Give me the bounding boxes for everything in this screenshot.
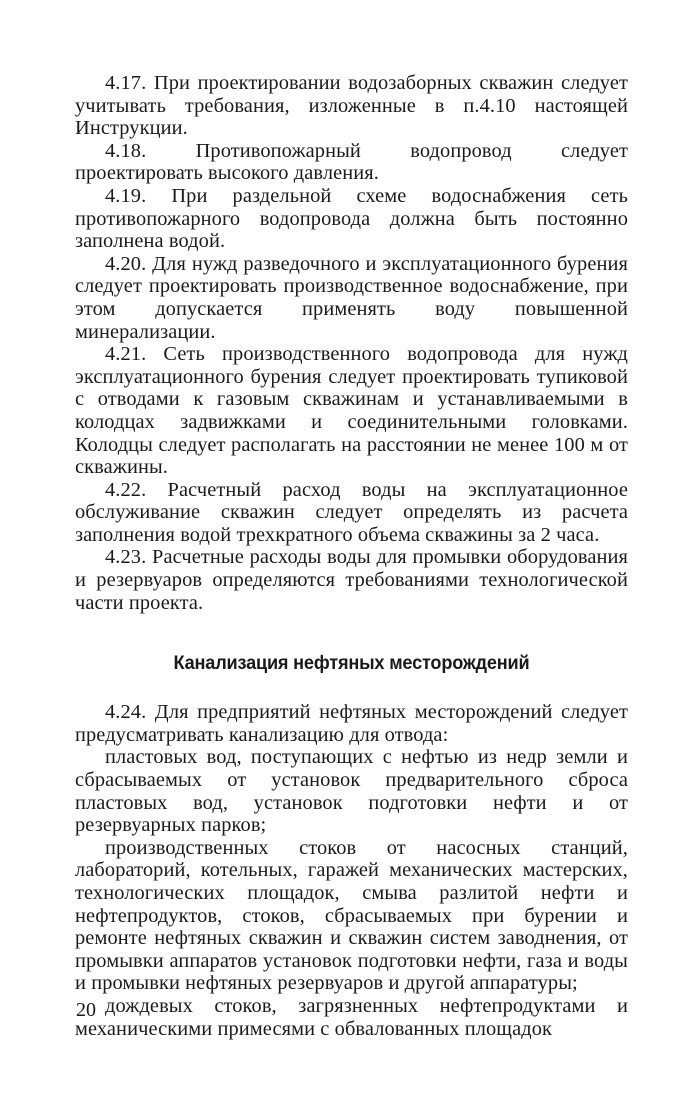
- section-heading: Канализация нефтяных месторождений: [173, 652, 530, 675]
- paragraph-4-17: 4.17. При проектировании водозаборных скважин следует учитывать требования, изложенные в п.4.10 настоящей Инструкции.: [75, 72, 628, 140]
- paragraph-4-21: 4.21. Сеть производственного водопровода для нужд эксплуатационного бурения следует проектировать тупиковой с отводами к газовым скважинам и устанавливаемыми в колодцах задвижками и соединительными головками. Колодцы следует располагать на расстоянии не менее 100 м от скважины.: [75, 343, 628, 479]
- list-item-formation-water: пластовых вод, поступающих с нефтью из недр земли и сбрасываемых от установок предварительного сброса пластовых вод, установок подготовки нефти и от резервуарных парков;: [75, 746, 628, 837]
- paragraph-4-19: 4.19. При раздельной схеме водоснабжения сеть противопожарного водопровода должна быть постоянно заполнена водой.: [75, 184, 628, 253]
- list-item-industrial-effluent: производственных стоков от насосных станций, лабораторий, котельных, гаражей механических мастерских, технологических площадок, смыва разлитой нефти и нефтепродуктов, стоков, сбрасываемых при бурении и ремонте нефтяных скважин и скважин систем заводнения, от промывки аппаратов установок подготовки нефти, газа и воды и промывки нефтяных резервуаров и другой аппаратуры;: [75, 836, 628, 995]
- page-number: 20: [76, 999, 96, 1021]
- paragraph-4-24: 4.24. Для предприятий нефтяных месторождений следует предусматривать канализацию для отвода:: [75, 701, 628, 746]
- paragraph-4-20: 4.20. Для нужд разведочного и эксплуатационного бурения следует проектировать производственное водоснабжение, при этом допускается применять воду повышенной минерализации.: [75, 252, 628, 343]
- page-body: [75, 72, 628, 1040]
- paragraph-4-23: 4.23. Расчетные расходы воды для промывки оборудования и резервуаров определяются требованиями технологической части проекта.: [75, 546, 628, 614]
- list-item-storm-runoff: дождевых стоков, загрязненных нефтепродуктами и механическими примесями с обвалованных площадок: [75, 994, 628, 1040]
- paragraph-4-22: 4.22. Расчетный расход воды на эксплуатационное обслуживание скважин следует определять из расчета заполнения водой трехкратного объема скважины за 2 часа.: [75, 478, 628, 546]
- paragraph-4-18: 4.18. Противопожарный водопровод следует проектировать высокого давления.: [75, 139, 628, 185]
